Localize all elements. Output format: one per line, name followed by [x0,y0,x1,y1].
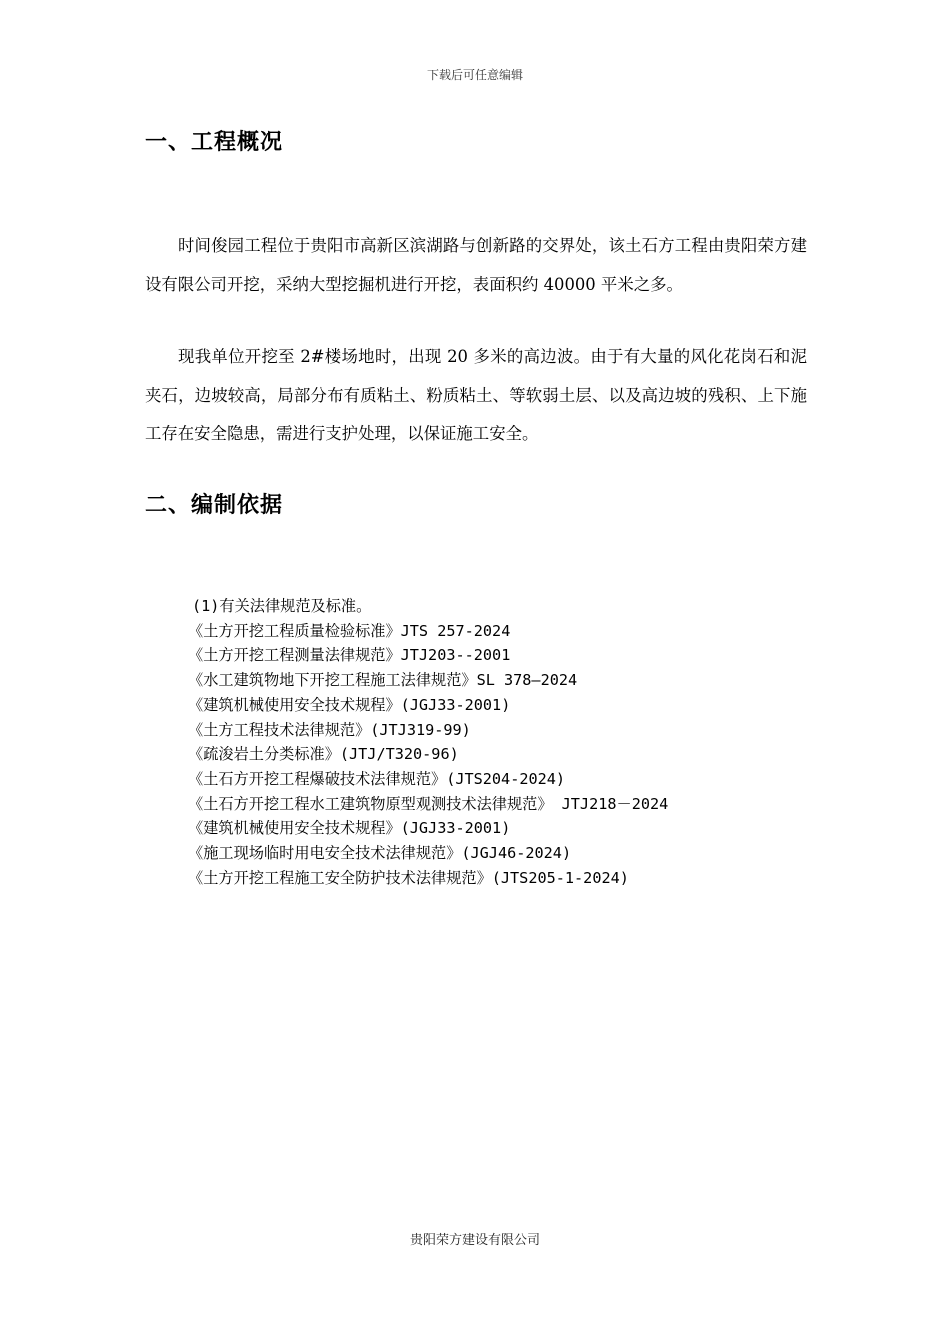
reference-item: 《建筑机械使用安全技术规程》(JGJ33-2001) [188,695,511,714]
overview-paragraph-1: 时间俊园工程位于贵阳市高新区滨湖路与创新路的交界处，该土石方工程由贵阳荣方建设有限公司开挖，采纳大型挖掘机进行开挖，表面积约 40000 平米之多。 [145,236,807,294]
page-footer: 贵阳荣方建设有限公司 [409,1233,540,1248]
section-heading-overview: 一、工程概况 [145,130,284,155]
page-header: 下载后可任意编辑 [426,68,523,82]
reference-item: 《土方开挖工程质量检验标准》JTS 257-2024 [188,621,511,640]
reference-item: 《土方开挖工程测量法律规范》JTJ203--2001 [188,646,511,665]
reference-item: 《水工建筑物地下开挖工程施工法律规范》SL 378—2024 [188,671,578,690]
reference-item: 《施工现场临时用电安全技术法律规范》(JGJ46-2024) [188,844,572,863]
reference-item: 《土石方开挖工程爆破技术法律规范》(JTS204-2024) [188,769,566,788]
overview-paragraph-2: 现我单位开挖至 2#楼场地时，出现 20 多米的高边波。由于有大量的风化花岗石和泥夹石，边坡较高，局部分布有质粘土、粉质粘土、等软弱土层、以及高边坡的残积、上下施工存在安全隐患，需进行支护处理，以保证施工安全。 [145,347,807,443]
reference-list-intro: (1)有关法律规范及标准。 [192,597,372,615]
section-heading-basis: 二、编制依据 [145,493,284,518]
reference-list [188,594,828,890]
reference-item: 《疏浚岩土分类标准》(JTJ/T320-96) [188,745,459,764]
reference-item: 《建筑机械使用安全技术规程》(JGJ33-2001) [188,819,511,838]
reference-item: 《土石方开挖工程水工建筑物原型观测技术法律规范》 JTJ218－2024 [188,794,669,813]
reference-item: 《土方工程技术法律规范》(JTJ319-99) [188,720,471,739]
reference-item: 《土方开挖工程施工安全防护技术法律规范》(JTS205-1-2024) [188,868,629,887]
